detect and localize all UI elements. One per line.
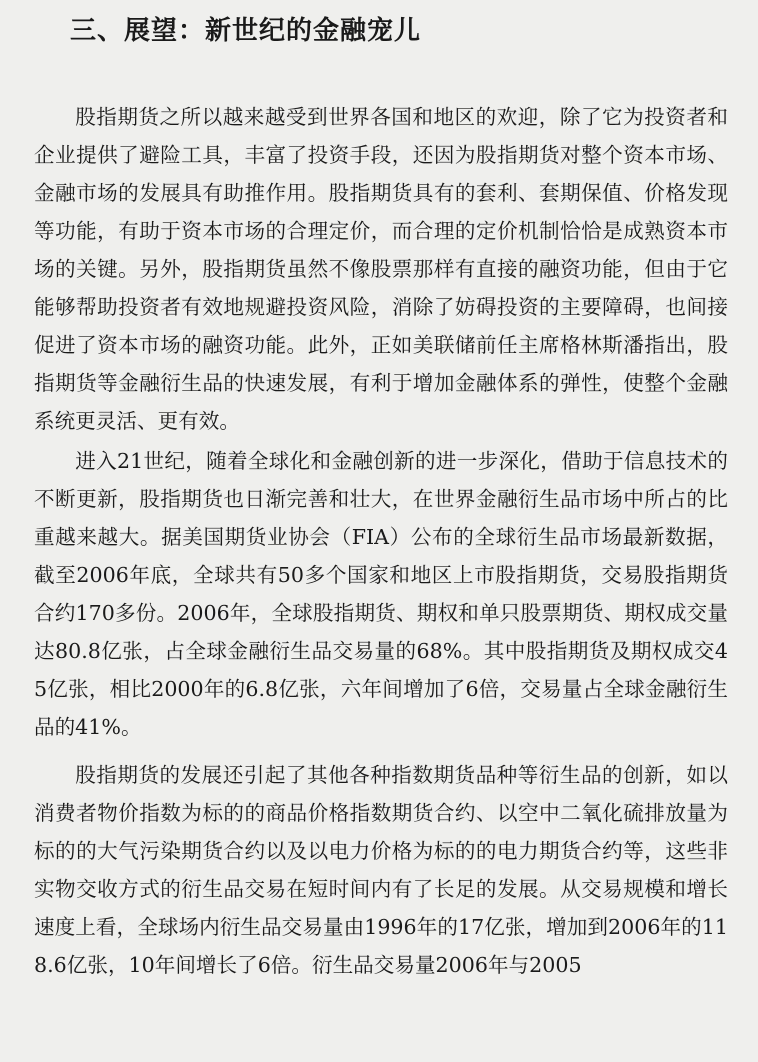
- paragraph-3: 股指期货的发展还引起了其他各种指数期货品种等衍生品的创新，如以消费者物价指数为标的的商品价格指数期货合约、以空中二氧化硫排放量为标的的大气污染期货合约以及以电力价格为标的的电力期货合约等，这些非实物交收方式的衍生品交易在短时间内有了长足的发展。从交易规模和增长速度上看，全球场内衍生品交易量由1996年的17亿张，增加到2006年的118.6亿张，10年间增长了6倍。衍生品交易量2006年与2005: [34, 763, 728, 977]
- section-heading: 三、展望：新世纪的金融宠儿: [70, 16, 422, 46]
- paragraph-1: 股指期货之所以越来越受到世界各国和地区的欢迎，除了它为投资者和企业提供了避险工具，丰富了投资手段，还因为股指期货对整个资本市场、金融市场的发展具有助推作用。股指期货具有的套利、套期保值、价格发现等功能，有助于资本市场的合理定价，而合理的定价机制恰恰是成熟资本市场的关键。另外，股指期货虽然不像股票那样有直接的融资功能，但由于它能够帮助投资者有效地规避投资风险，消除了妨碍投资的主要障碍，也间接促进了资本市场的融资功能。此外，正如美联储前任主席格林斯潘指出，股指期货等金融衍生品的快速发展，有利于增加金融体系的弹性，使整个金融系统更灵活、更有效。: [34, 105, 728, 433]
- paragraph-2: 进入21世纪，随着全球化和金融创新的进一步深化，借助于信息技术的不断更新，股指期货也日渐完善和壮大，在世界金融衍生品市场中所占的比重越来越大。据美国期货业协会（FIA）公布的全球衍生品市场最新数据，截至2006年底，全球共有50多个国家和地区上市股指期货，交易股指期货合约170多份。2006年，全球股指期货、期权和单只股票期货、期权成交量达80.8亿张，占全球金融衍生品交易量的68%。其中股指期货及期权成交45亿张，相比2000年的6.8亿张，六年间增加了6倍，交易量占全球金融衍生品的41%。: [34, 449, 728, 739]
